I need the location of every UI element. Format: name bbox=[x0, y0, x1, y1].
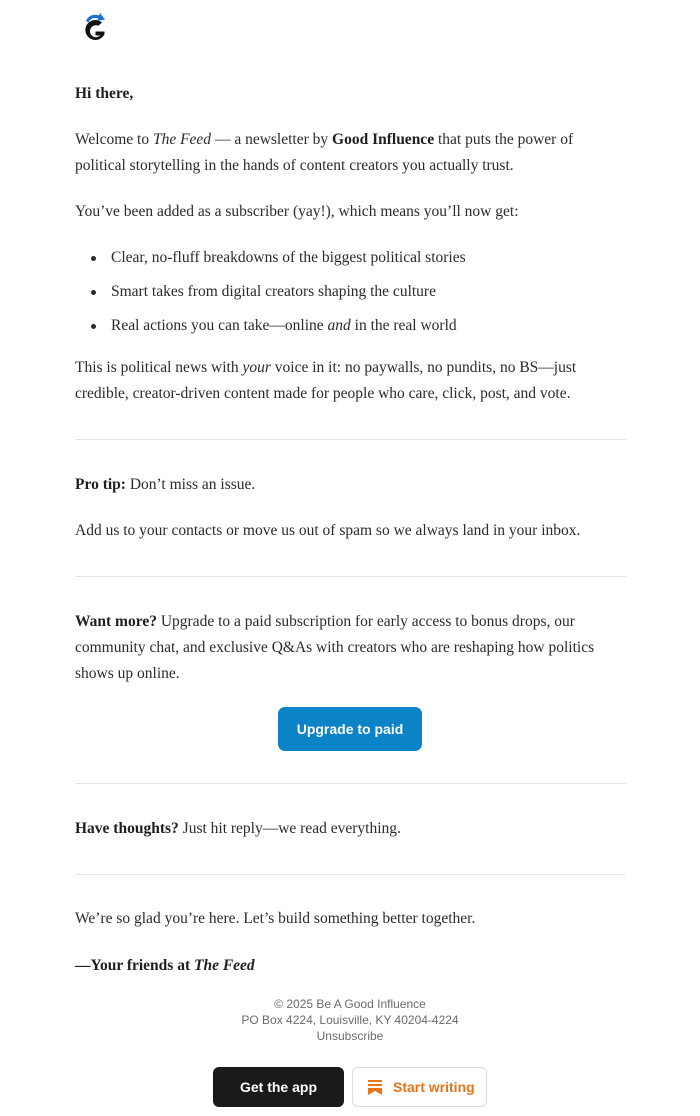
contacts-line: Add us to your contacts or move us out of spam so we always land in your inbox. bbox=[75, 522, 581, 539]
list-item: Clear, no-fluff breakdowns of the biggest political stories bbox=[75, 244, 626, 278]
start-writing-label: Start writing bbox=[393, 1079, 475, 1095]
pro-tip: Pro tip: Don’t miss an issue. bbox=[75, 476, 256, 493]
substack-bookmark-icon bbox=[368, 1080, 382, 1095]
email-footer bbox=[0, 996, 700, 1044]
list-item: Real actions you can take—online and in the real world bbox=[75, 312, 626, 346]
divider bbox=[75, 783, 626, 784]
want-more-paragraph: Want more? Upgrade to a paid subscription for early access to bonus drops, our community chat, and exclusive Q&As with creators who are reshaping how politics shows up online. bbox=[75, 613, 595, 682]
good-influence-logo-icon bbox=[80, 12, 110, 46]
signoff: —Your friends at The Feed bbox=[75, 957, 255, 974]
list-item: Smart takes from digital creators shaping the culture bbox=[75, 278, 626, 312]
divider bbox=[75, 576, 626, 577]
divider bbox=[75, 874, 626, 875]
closing-line: We’re so glad you’re here. Let’s build something better together. bbox=[75, 910, 476, 927]
thoughts-line: Have thoughts? Just hit reply—we read everything. bbox=[75, 820, 401, 837]
voice-paragraph: This is political news with your voice in it: no paywalls, no pundits, no BS—just credible, creator-driven content made for people who care, click, post, and vote. bbox=[75, 359, 577, 402]
greeting: Hi there, bbox=[75, 85, 134, 102]
get-the-app-button[interactable]: Get the app bbox=[213, 1067, 344, 1107]
benefits-list bbox=[75, 244, 626, 346]
subscriber-line: You’ve been added as a subscriber (yay!), which means you’ll now get: bbox=[75, 203, 519, 220]
copyright-text: © 2025 Be A Good Influence bbox=[274, 997, 426, 1011]
intro-paragraph: Welcome to The Feed — a newsletter by Good Influence that puts the power of political storytelling in the hands of content creators you actually trust. bbox=[75, 131, 574, 174]
upgrade-to-paid-button[interactable]: Upgrade to paid bbox=[278, 707, 422, 751]
divider bbox=[75, 439, 626, 440]
start-writing-button[interactable] bbox=[352, 1067, 487, 1107]
unsubscribe-link[interactable]: Unsubscribe bbox=[316, 1029, 384, 1043]
mailing-address: PO Box 4224, Louisville, KY 40204-4224 bbox=[241, 1013, 459, 1027]
